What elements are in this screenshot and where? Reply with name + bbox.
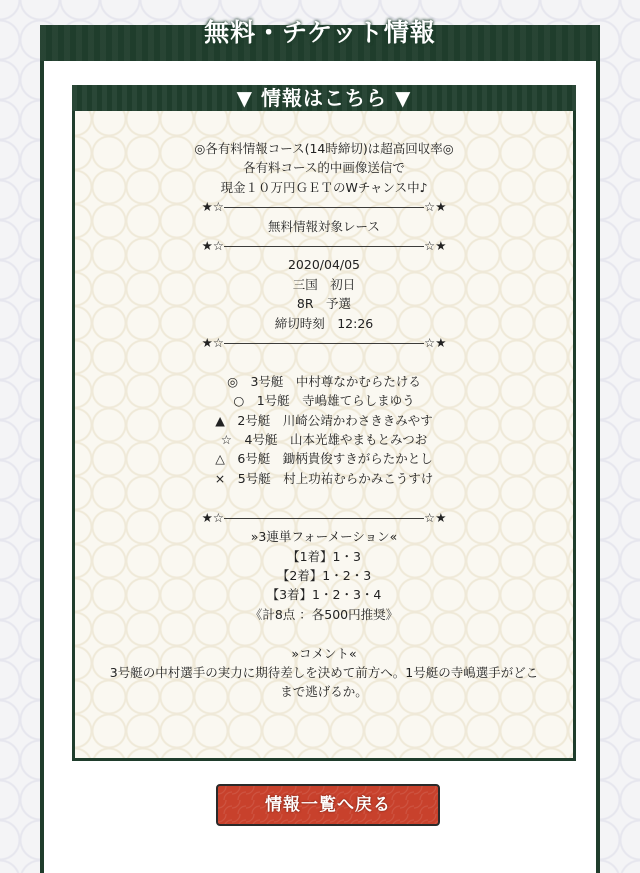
panel-title-text: 無料・チケット情報 [204, 18, 436, 47]
formation-second: 【2着】1・2・3 [276, 567, 372, 583]
prediction-item: ☆ 4号艇 山本光雄やまもとみつお [220, 432, 428, 448]
formation-third: 【3着】1・2・3・4 [266, 587, 382, 603]
prediction-item: ○ 1号艇 寺嶋雄てらしまゆう [233, 393, 415, 409]
comment-text: 3号艇の中村選手の実力に期待差しを決めて前方へ。1号艇の寺嶋選手がどこまで逃げるか。 [109, 664, 539, 700]
formation-heading: »3連単フォーメーション« [250, 529, 398, 545]
free-ticket-panel [40, 18, 600, 873]
formation-first: 【1着】1・3 [287, 548, 361, 564]
race-deadline: 締切時刻 12:26 [274, 315, 374, 331]
info-line: 無料情報対象レース [268, 218, 380, 234]
blank-line [75, 488, 573, 507]
divider-line: ★☆――――――――――――――――☆★ [201, 199, 447, 215]
formation-total: 《計8点 ：各500円推奨》 [249, 606, 399, 622]
info-line: ◎各有料情報コース(14時締切)は超高回収率◎ [194, 141, 454, 156]
race-date: 2020/04/05 [287, 257, 361, 273]
prediction-item: ◎ 3号艇 中村尊なかむらたける [227, 373, 421, 389]
divider-line: ★☆――――――――――――――――☆★ [201, 238, 447, 254]
info-line: 現金１０万円ＧＥＴのWチャンス中♪ [220, 179, 428, 195]
prediction-item: × 5号艇 村上功祐むらかみこうすけ [214, 470, 434, 486]
blank-line [75, 352, 573, 371]
info-panel-title: ▼ 情報はこちら ▼ [72, 85, 576, 111]
divider-line: ★☆――――――――――――――――☆★ [201, 509, 447, 525]
blank-line [75, 624, 573, 643]
back-to-list-button[interactable]: 情報一覧へ戻る [216, 784, 440, 826]
info-line: 各有料コース的中画像送信で [243, 160, 405, 176]
divider-line: ★☆――――――――――――――――☆★ [201, 335, 447, 351]
race-venue: 三国 初日 [292, 276, 356, 292]
comment-heading: »コメント« [291, 645, 357, 661]
panel-title [40, 18, 600, 61]
prediction-item: △ 6号艇 鋤柄貴俊すきがらたかとし [215, 451, 433, 467]
info-content [75, 139, 573, 702]
info-panel [72, 85, 576, 761]
race-number: 8R 予選 [296, 296, 352, 312]
prediction-item: ▲ 2号艇 川崎公靖かわさききみやす [215, 412, 433, 428]
